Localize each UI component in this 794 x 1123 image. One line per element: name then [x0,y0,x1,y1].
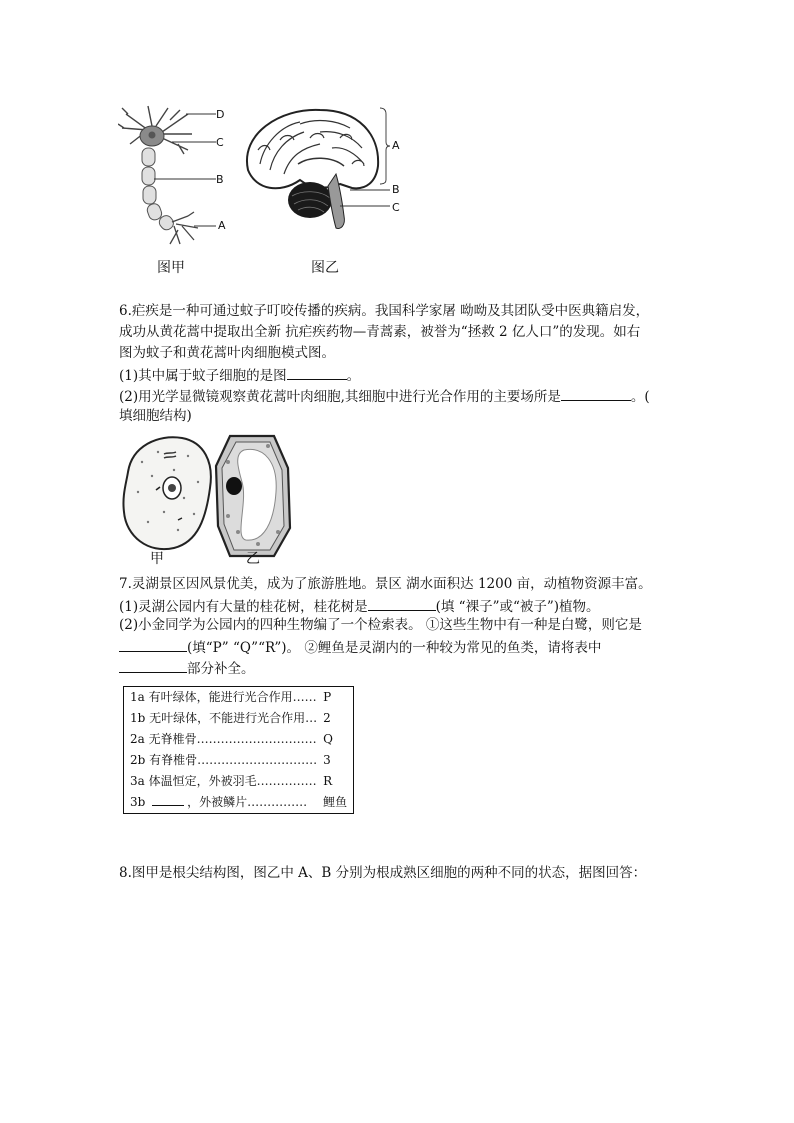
key-row-3b-text: ，外被鳞片…………… [187,795,308,809]
brain-figure [240,104,400,234]
q7-sub-2-line-3 [119,658,255,678]
neuron-label-a: A [218,219,226,232]
key-row-left: 2a 无脊椎骨………………………… [130,732,317,746]
key-row-right: 鲤鱼 [323,795,348,809]
q8-line-1: 8.图甲是根尖结构图，图乙中 A、B 分别为根成熟区细胞的两种不同的状态，据图回答： [119,865,647,881]
key-row-left: 3a 体温恒定，外被羽毛…………… [130,774,317,788]
key-row-3b-label: 3b [130,795,150,809]
key-row [124,729,354,750]
brain-label-a: A [392,139,400,152]
brain-label-c: C [392,201,400,214]
q7-sub2-line3-text: 部分补全。 [187,661,255,677]
q6-line-2: 成功从黄花蒿中提取出全新 抗疟疾药物—青蒿素，被誉为“拯救 2 亿人口”的发现。如右 [119,324,641,340]
key-row [124,708,354,729]
q6-sub2-prefix: (2)用光学显微镜观察黄花蒿叶肉细胞,其细胞中进行光合作用的主要场所是 [119,389,561,405]
figure-caption-yi: 图乙 [311,260,339,276]
q6-sub1-suffix: 。 [346,368,361,384]
cell-figures [118,432,298,564]
key-row-left: 1b 无叶绿体，不能进行光合作用… [130,711,318,725]
cell-label-jia: 甲 [150,551,164,567]
q7-sub1-blank[interactable] [368,596,436,611]
q6-sub-2 [119,386,650,406]
brain-label-b: B [392,183,400,196]
q6-sub2-blank[interactable] [561,386,631,401]
q6-sub-2-line-2: 填细胞结构) [119,408,192,424]
q7-sub1-suffix: (填 “裸子”或“被子”)植物。 [435,599,600,615]
neuron-label-d: D [216,108,225,121]
figure-caption-jia: 图甲 [157,260,185,276]
neuron-label-c: C [216,136,224,149]
dichotomous-key-table [123,686,354,814]
q7-sub-1 [119,596,600,616]
q6-sub1-prefix: (1)其中属于蚊子细胞的是图 [119,368,287,384]
q7-sub-2-line-1: (2)小金同学为公园内的四种生物编了一个检索表。 ①这些生物中有一种是白鹭，则它是 [119,617,642,633]
dichotomous-key [123,686,354,814]
q7-sub2-line2-text: (填“P” “Q”“R”)。 ②鲤鱼是灵湖内的一种较为常见的鱼类，请将表中 [187,640,602,656]
q6-line-1: 6.疟疾是一种可通过蚊子叮咬传播的疾病。我国科学家屠 呦呦及其团队受中医典籍启发， [119,303,650,319]
q6-line-3: 图为蚊子和黄花蒿叶肉细胞模式图。 [119,345,335,361]
key-row-right: P [323,690,332,704]
q7-sub2-blank-1[interactable] [119,637,187,652]
neuron-label-b: B [216,173,224,186]
key-row [124,687,354,709]
q6-sub-1 [119,365,360,385]
q7-sub-2-line-2 [119,637,601,657]
key-row [124,771,354,792]
q7-sub1-prefix: (1)灵湖公园内有大量的桂花树，桂花树是 [119,599,368,615]
key-row-right: R [323,774,333,788]
key-row-right: Q [323,732,333,746]
key-row-left: 2b 有脊椎骨………………………… [130,753,318,767]
key-row-right: 3 [323,753,331,767]
key-row [124,750,354,771]
key-row-3b-blank[interactable] [152,793,184,806]
key-row-left [124,792,324,814]
key-row-right: 2 [323,711,331,725]
key-row [124,792,354,814]
q7-sub2-blank-2[interactable] [119,658,187,673]
key-row-left: 1a 有叶绿体，能进行光合作用…… [130,690,317,704]
q7-line-1: 7.灵湖景区因风景优美，成为了旅游胜地。景区 湖水面积达 1200 亩，动植物资源丰富。 [119,576,652,592]
cell-label-yi: 乙 [246,551,260,567]
q6-sub2-suffix: 。( [630,389,650,405]
q6-sub1-blank[interactable] [287,365,347,380]
